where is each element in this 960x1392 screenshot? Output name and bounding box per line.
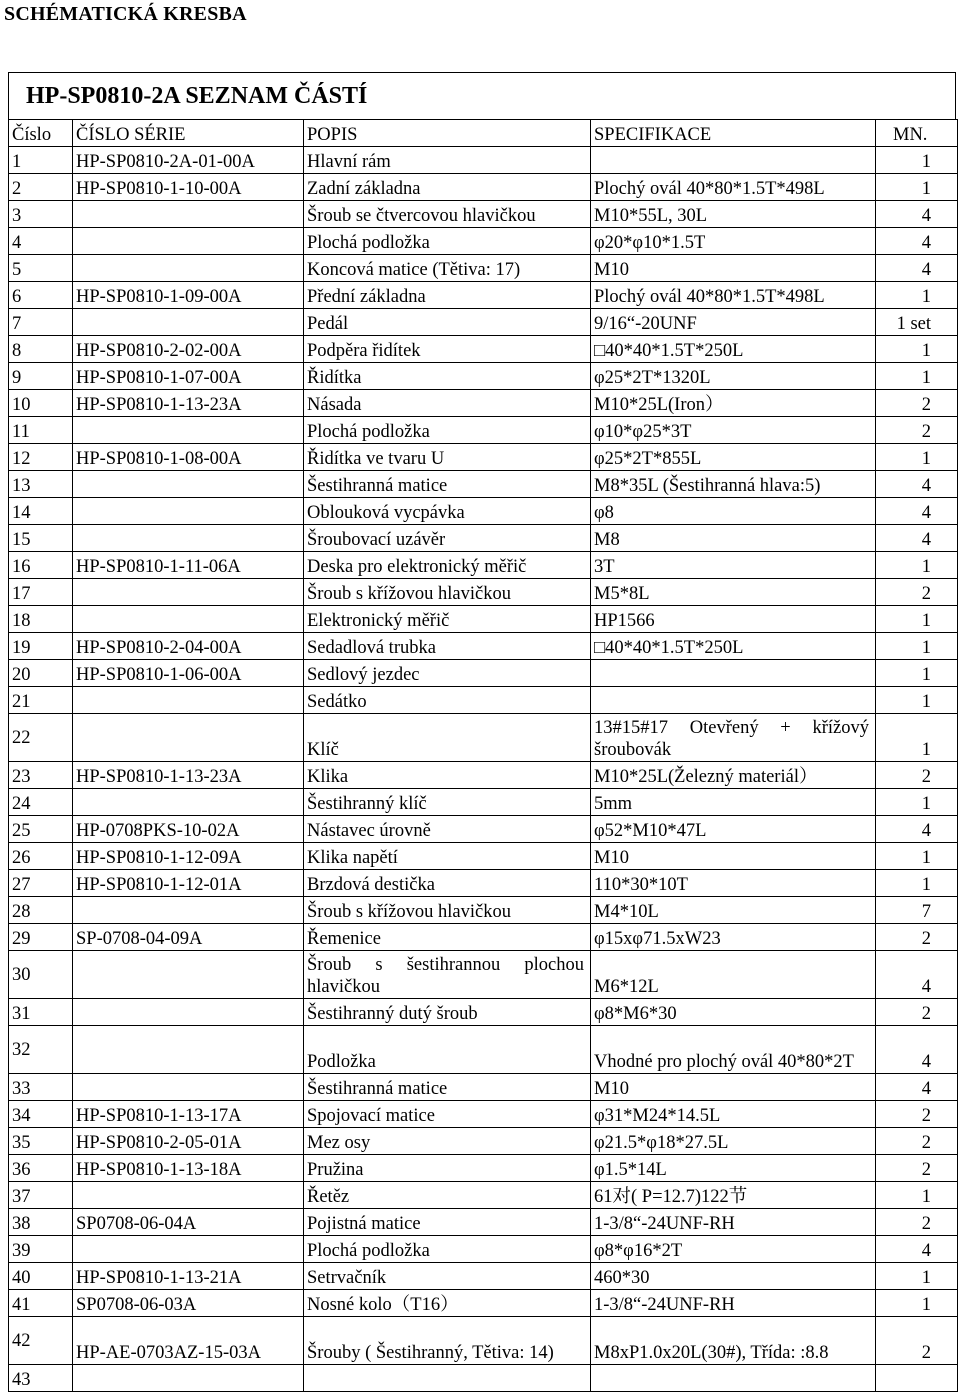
cell-mn: 2 [876, 1155, 958, 1182]
cell-specifikace: φ21.5*φ18*27.5L [591, 1128, 876, 1155]
cell-serie: HP-AE-0703AZ-15-03A [73, 1317, 304, 1365]
page-heading: SCHÉMATICKÁ KRESBA [4, 3, 247, 25]
cell-mn: 2 [876, 1209, 958, 1236]
cell-serie [73, 606, 304, 633]
table-row [9, 999, 958, 1026]
cell-specifikace: M8 [591, 525, 876, 552]
cell-popis: Plochá podložka [304, 228, 591, 255]
cell-specifikace: φ25*2T*855L [591, 444, 876, 471]
cell-serie [73, 1026, 304, 1074]
cell-number: 35 [9, 1128, 73, 1155]
cell-specifikace [591, 660, 876, 687]
cell-specifikace: 5mm [591, 789, 876, 816]
table-row [9, 255, 958, 282]
cell-serie: HP-SP0810-1-13-17A [73, 1101, 304, 1128]
cell-number: 32 [9, 1026, 73, 1074]
cell-mn: 1 [876, 1263, 958, 1290]
cell-number: 4 [9, 228, 73, 255]
cell-mn: 1 [876, 552, 958, 579]
cell-mn: 1 [876, 1290, 958, 1317]
cell-number: 41 [9, 1290, 73, 1317]
cell-number: 20 [9, 660, 73, 687]
cell-serie [73, 417, 304, 444]
cell-serie: HP-SP0810-1-06-00A [73, 660, 304, 687]
table-row [9, 390, 958, 417]
cell-number: 40 [9, 1263, 73, 1290]
cell-serie: HP-SP0810-1-10-00A [73, 174, 304, 201]
cell-specifikace: φ31*M24*14.5L [591, 1101, 876, 1128]
cell-mn: 1 [876, 363, 958, 390]
cell-specifikace: M4*10L [591, 897, 876, 924]
cell-serie [73, 228, 304, 255]
cell-number: 13 [9, 471, 73, 498]
header-serie: ČÍSLO SÉRIE [73, 120, 304, 147]
cell-popis: Sedátko [304, 687, 591, 714]
cell-popis: Koncová matice (Tětiva: 17) [304, 255, 591, 282]
table-row [9, 951, 958, 999]
table-row [9, 309, 958, 336]
cell-serie: HP-SP0810-1-13-21A [73, 1263, 304, 1290]
cell-number: 16 [9, 552, 73, 579]
cell-number: 29 [9, 924, 73, 951]
cell-serie [73, 714, 304, 762]
cell-popis: Podpěra řidítek [304, 336, 591, 363]
cell-mn: 1 [876, 606, 958, 633]
cell-number: 30 [9, 951, 73, 999]
cell-specifikace: 3T [591, 552, 876, 579]
cell-number: 38 [9, 1209, 73, 1236]
cell-popis: Mez osy [304, 1128, 591, 1155]
table-row [9, 816, 958, 843]
cell-serie: SP0708-06-04A [73, 1209, 304, 1236]
cell-specifikace: 9/16“-20UNF [591, 309, 876, 336]
cell-serie [73, 999, 304, 1026]
cell-popis: Řidítka ve tvaru U [304, 444, 591, 471]
cell-popis: Podložka [304, 1026, 591, 1074]
table-row [9, 336, 958, 363]
cell-mn: 1 [876, 174, 958, 201]
cell-serie [73, 687, 304, 714]
cell-specifikace: M10 [591, 255, 876, 282]
cell-mn: 4 [876, 525, 958, 552]
cell-specifikace: HP1566 [591, 606, 876, 633]
cell-number: 10 [9, 390, 73, 417]
cell-number: 2 [9, 174, 73, 201]
table-row [9, 1317, 958, 1365]
cell-serie [73, 1074, 304, 1101]
cell-popis: Pružina [304, 1155, 591, 1182]
cell-number: 23 [9, 762, 73, 789]
cell-mn: 1 [876, 444, 958, 471]
cell-specifikace: 460*30 [591, 1263, 876, 1290]
cell-mn: 4 [876, 1236, 958, 1263]
table-row [9, 282, 958, 309]
cell-number: 5 [9, 255, 73, 282]
table-row [9, 660, 958, 687]
table-row [9, 525, 958, 552]
cell-number: 43 [9, 1365, 73, 1392]
cell-serie: HP-SP0810-1-08-00A [73, 444, 304, 471]
cell-specifikace: Vhodné pro plochý ovál 40*80*2T [591, 1026, 876, 1074]
cell-serie [73, 471, 304, 498]
table-row [9, 1209, 958, 1236]
table-header-row [9, 120, 958, 147]
table-row [9, 924, 958, 951]
cell-specifikace: M8xP1.0x20L(30#), Třída: :8.8 [591, 1317, 876, 1365]
cell-mn: 4 [876, 228, 958, 255]
cell-mn: 2 [876, 390, 958, 417]
cell-popis: Řidítka [304, 363, 591, 390]
cell-specifikace: 110*30*10T [591, 870, 876, 897]
cell-number: 8 [9, 336, 73, 363]
cell-specifikace: M10 [591, 843, 876, 870]
cell-number: 28 [9, 897, 73, 924]
cell-popis: Šroub s křížovou hlavičkou [304, 579, 591, 606]
cell-serie: HP-SP0810-2-02-00A [73, 336, 304, 363]
table-row [9, 789, 958, 816]
cell-specifikace: φ15xφ71.5xW23 [591, 924, 876, 951]
cell-mn: 4 [876, 1026, 958, 1074]
cell-specifikace: M8*35L (Šestihranná hlava:5) [591, 471, 876, 498]
table-row [9, 606, 958, 633]
cell-serie: SP0708-06-03A [73, 1290, 304, 1317]
cell-specifikace: φ10*φ25*3T [591, 417, 876, 444]
table-row [9, 552, 958, 579]
table-title: HP-SP0810-2A SEZNAM ČÁSTÍ [26, 83, 368, 109]
cell-number: 6 [9, 282, 73, 309]
cell-mn: 1 [876, 633, 958, 660]
cell-specifikace: 61对( P=12.7)122节 [591, 1182, 876, 1209]
cell-mn: 2 [876, 999, 958, 1026]
cell-mn: 2 [876, 579, 958, 606]
cell-serie: HP-SP0810-1-07-00A [73, 363, 304, 390]
table-row [9, 1155, 958, 1182]
cell-popis: Plochá podložka [304, 1236, 591, 1263]
table-row [9, 174, 958, 201]
header-popis: POPIS [304, 120, 591, 147]
header-specifikace: SPECIFIKACE [591, 120, 876, 147]
cell-mn: 4 [876, 201, 958, 228]
table-row [9, 1074, 958, 1101]
cell-serie [73, 789, 304, 816]
cell-serie [73, 1365, 304, 1392]
cell-popis: Šroub s šestihrannou plochou hlavičkou [304, 951, 591, 999]
cell-serie [73, 309, 304, 336]
table-row [9, 687, 958, 714]
cell-number: 1 [9, 147, 73, 174]
cell-popis: Klika [304, 762, 591, 789]
cell-mn: 1 [876, 870, 958, 897]
cell-popis: Elektronický měřič [304, 606, 591, 633]
cell-popis: Šroub se čtvercovou hlavičkou [304, 201, 591, 228]
cell-popis: Šestihranný dutý šroub [304, 999, 591, 1026]
cell-specifikace: φ20*φ10*1.5T [591, 228, 876, 255]
table-row [9, 471, 958, 498]
cell-popis [304, 1365, 591, 1392]
cell-serie [73, 579, 304, 606]
cell-specifikace: 1-3/8“-24UNF-RH [591, 1209, 876, 1236]
cell-specifikace: M10*25L(Iron） [591, 390, 876, 417]
cell-popis: Sedlový jezdec [304, 660, 591, 687]
table-row [9, 417, 958, 444]
cell-specifikace: Plochý ovál 40*80*1.5T*498L [591, 282, 876, 309]
table-row [9, 498, 958, 525]
cell-number: 9 [9, 363, 73, 390]
cell-mn [876, 1365, 958, 1392]
cell-serie: HP-SP0810-2-05-01A [73, 1128, 304, 1155]
cell-serie [73, 525, 304, 552]
table-row [9, 762, 958, 789]
cell-popis: Šestihranná matice [304, 471, 591, 498]
cell-specifikace: 13#15#17 Otevřený + křížový šroubovák [591, 714, 876, 762]
cell-number: 18 [9, 606, 73, 633]
table-row [9, 1128, 958, 1155]
cell-specifikace: M10 [591, 1074, 876, 1101]
cell-popis: Násada [304, 390, 591, 417]
cell-popis: Deska pro elektronický měřič [304, 552, 591, 579]
cell-popis: Přední základna [304, 282, 591, 309]
cell-popis: Pedál [304, 309, 591, 336]
cell-number: 14 [9, 498, 73, 525]
cell-number: 19 [9, 633, 73, 660]
cell-popis: Nosné kolo（T16） [304, 1290, 591, 1317]
cell-number: 15 [9, 525, 73, 552]
cell-popis: Šroub s křížovou hlavičkou [304, 897, 591, 924]
cell-number: 33 [9, 1074, 73, 1101]
cell-popis: Klíč [304, 714, 591, 762]
cell-popis: Klika napětí [304, 843, 591, 870]
cell-serie: SP-0708-04-09A [73, 924, 304, 951]
cell-serie [73, 255, 304, 282]
cell-popis: Oblouková vycpávka [304, 498, 591, 525]
cell-serie: HP-SP0810-1-12-09A [73, 843, 304, 870]
table-row [9, 1263, 958, 1290]
cell-popis: Šrouby ( Šestihranný, Tětiva: 14) [304, 1317, 591, 1365]
cell-mn: 1 [876, 714, 958, 762]
cell-mn: 1 [876, 147, 958, 174]
cell-serie: HP-SP0810-1-11-06A [73, 552, 304, 579]
cell-mn: 1 [876, 660, 958, 687]
cell-serie: HP-SP0810-1-13-23A [73, 762, 304, 789]
cell-specifikace: M10*25L(Železný materiál） [591, 762, 876, 789]
cell-mn: 4 [876, 816, 958, 843]
cell-serie: HP-SP0810-1-13-23A [73, 390, 304, 417]
cell-popis: Šestihranný klíč [304, 789, 591, 816]
table-row [9, 1026, 958, 1074]
cell-mn: 2 [876, 417, 958, 444]
table-row [9, 363, 958, 390]
cell-specifikace: φ25*2T*1320L [591, 363, 876, 390]
cell-specifikace: □40*40*1.5T*250L [591, 336, 876, 363]
table-row [9, 147, 958, 174]
cell-serie [73, 897, 304, 924]
table-row [9, 1236, 958, 1263]
cell-specifikace: φ1.5*14L [591, 1155, 876, 1182]
cell-number: 12 [9, 444, 73, 471]
cell-specifikace: φ8*M6*30 [591, 999, 876, 1026]
cell-serie: HP-SP0810-2A-01-00A [73, 147, 304, 174]
cell-mn: 4 [876, 471, 958, 498]
cell-serie [73, 1182, 304, 1209]
table-row [9, 228, 958, 255]
cell-mn: 1 [876, 843, 958, 870]
cell-popis: Řetěz [304, 1182, 591, 1209]
cell-number: 36 [9, 1155, 73, 1182]
cell-number: 22 [9, 714, 73, 762]
cell-number: 3 [9, 201, 73, 228]
header-mn: MN. [876, 120, 958, 147]
table-row [9, 1182, 958, 1209]
cell-specifikace: 1-3/8“-24UNF-RH [591, 1290, 876, 1317]
cell-number: 11 [9, 417, 73, 444]
cell-mn: 4 [876, 498, 958, 525]
cell-serie [73, 498, 304, 525]
table-row [9, 1365, 958, 1392]
cell-specifikace: □40*40*1.5T*250L [591, 633, 876, 660]
cell-specifikace: M10*55L, 30L [591, 201, 876, 228]
cell-specifikace: M6*12L [591, 951, 876, 999]
cell-mn: 1 [876, 789, 958, 816]
cell-popis: Nástavec úrovně [304, 816, 591, 843]
cell-specifikace: φ52*M10*47L [591, 816, 876, 843]
table-row [9, 1101, 958, 1128]
cell-popis: Pojistná matice [304, 1209, 591, 1236]
cell-mn: 2 [876, 924, 958, 951]
cell-popis: Šroubovací uzávěr [304, 525, 591, 552]
parts-table [8, 119, 958, 1392]
cell-mn: 1 [876, 336, 958, 363]
cell-serie: HP-0708PKS-10-02A [73, 816, 304, 843]
cell-serie: HP-SP0810-1-13-18A [73, 1155, 304, 1182]
cell-mn: 7 [876, 897, 958, 924]
cell-popis: Zadní základna [304, 174, 591, 201]
cell-number: 27 [9, 870, 73, 897]
cell-popis: Spojovací matice [304, 1101, 591, 1128]
cell-popis: Šestihranná matice [304, 1074, 591, 1101]
cell-popis: Setrvačník [304, 1263, 591, 1290]
cell-mn: 1 [876, 1182, 958, 1209]
cell-number: 31 [9, 999, 73, 1026]
cell-number: 39 [9, 1236, 73, 1263]
cell-number: 21 [9, 687, 73, 714]
cell-mn: 1 set [876, 309, 958, 336]
cell-popis: Řemenice [304, 924, 591, 951]
cell-specifikace: φ8 [591, 498, 876, 525]
table-row [9, 1290, 958, 1317]
cell-number: 34 [9, 1101, 73, 1128]
table-row [9, 444, 958, 471]
table-row [9, 579, 958, 606]
cell-serie: HP-SP0810-1-12-01A [73, 870, 304, 897]
table-row [9, 897, 958, 924]
table-row [9, 870, 958, 897]
cell-mn: 2 [876, 762, 958, 789]
cell-mn: 2 [876, 1317, 958, 1365]
cell-specifikace: φ8*φ16*2T [591, 1236, 876, 1263]
cell-mn: 2 [876, 1101, 958, 1128]
cell-serie [73, 1236, 304, 1263]
cell-number: 17 [9, 579, 73, 606]
cell-number: 7 [9, 309, 73, 336]
cell-mn: 1 [876, 282, 958, 309]
cell-number: 25 [9, 816, 73, 843]
cell-specifikace [591, 687, 876, 714]
table-row [9, 201, 958, 228]
cell-mn: 4 [876, 951, 958, 999]
cell-number: 24 [9, 789, 73, 816]
header-cislo: Číslo [9, 120, 73, 147]
cell-popis: Brzdová destička [304, 870, 591, 897]
cell-number: 26 [9, 843, 73, 870]
table-row [9, 633, 958, 660]
cell-popis: Plochá podložka [304, 417, 591, 444]
cell-number: 37 [9, 1182, 73, 1209]
cell-number: 42 [9, 1317, 73, 1365]
cell-popis: Hlavní rám [304, 147, 591, 174]
cell-specifikace: M5*8L [591, 579, 876, 606]
cell-mn: 1 [876, 687, 958, 714]
cell-specifikace: Plochý ovál 40*80*1.5T*498L [591, 174, 876, 201]
cell-serie: HP-SP0810-1-09-00A [73, 282, 304, 309]
cell-mn: 4 [876, 1074, 958, 1101]
table-row [9, 843, 958, 870]
cell-serie [73, 201, 304, 228]
cell-mn: 2 [876, 1128, 958, 1155]
cell-popis: Sedadlová trubka [304, 633, 591, 660]
cell-specifikace [591, 147, 876, 174]
cell-mn: 4 [876, 255, 958, 282]
cell-serie: HP-SP0810-2-04-00A [73, 633, 304, 660]
cell-serie [73, 951, 304, 999]
table-row [9, 714, 958, 762]
cell-specifikace [591, 1365, 876, 1392]
